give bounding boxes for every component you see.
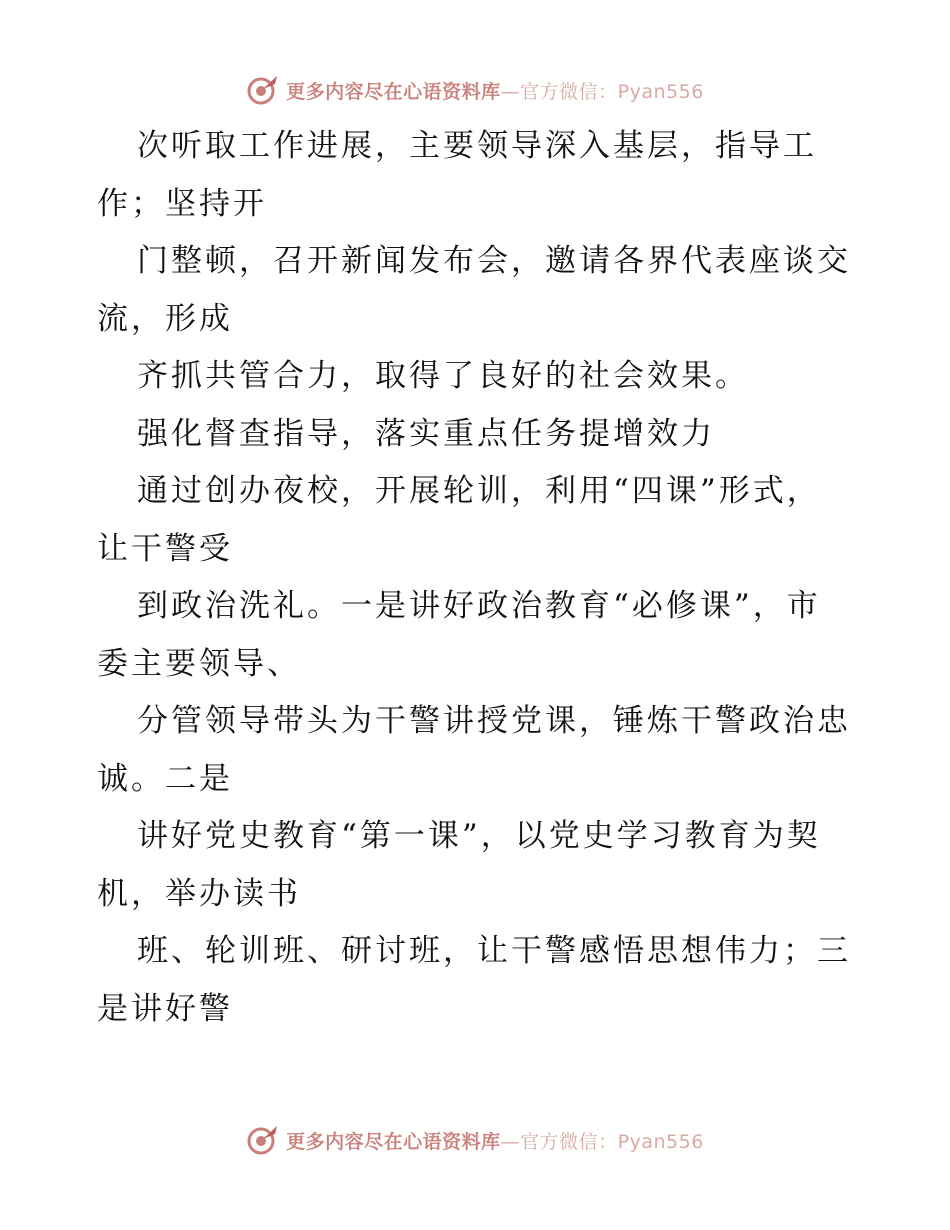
text-line: 流，形成 (97, 300, 233, 337)
footer-watermark (0, 1120, 950, 1160)
text-line: 作；坚持开 (97, 185, 267, 222)
text-line: 到政治洗礼。一是讲好政治教育“必修课”，市 (137, 588, 821, 624)
quill-seal-icon (246, 73, 280, 107)
section-heading: 强化督查指导，落实重点任务提增效力 (137, 415, 715, 452)
text-line: 班、轮训班、研讨班，让干警感悟思想伟力；三 (137, 933, 851, 969)
text-line: 次听取工作进展，主要领导深入基层，指导工 (137, 128, 817, 164)
text-line: 机，举办读书 (97, 875, 301, 912)
quill-seal-icon (246, 1123, 280, 1157)
text-line: 通过创办夜校，开展轮训，利用“四课”形式， (137, 473, 821, 509)
watermark-text: 更多内容尽在心语资料库—官方微信：Pyan556 (286, 80, 704, 103)
document-body (97, 118, 857, 1038)
text-line: 是讲好警 (97, 990, 233, 1027)
text-line: 分管领导带头为干警讲授党课，锤炼干警政治忠 (137, 703, 851, 739)
header-watermark (0, 70, 950, 110)
text-line: 诚。二是 (97, 760, 233, 797)
text-line: 委主要领导、 (97, 645, 301, 682)
text-line: 门整顿，召开新闻发布会，邀请各界代表座谈交 (137, 243, 851, 279)
text-line: 讲好党史教育“第一课”，以党史学习教育为契 (137, 818, 821, 854)
text-line: 让干警受 (97, 530, 233, 567)
watermark-text: 更多内容尽在心语资料库—官方微信：Pyan556 (286, 1130, 704, 1153)
text-line: 齐抓共管合力，取得了良好的社会效果。 (137, 358, 749, 394)
